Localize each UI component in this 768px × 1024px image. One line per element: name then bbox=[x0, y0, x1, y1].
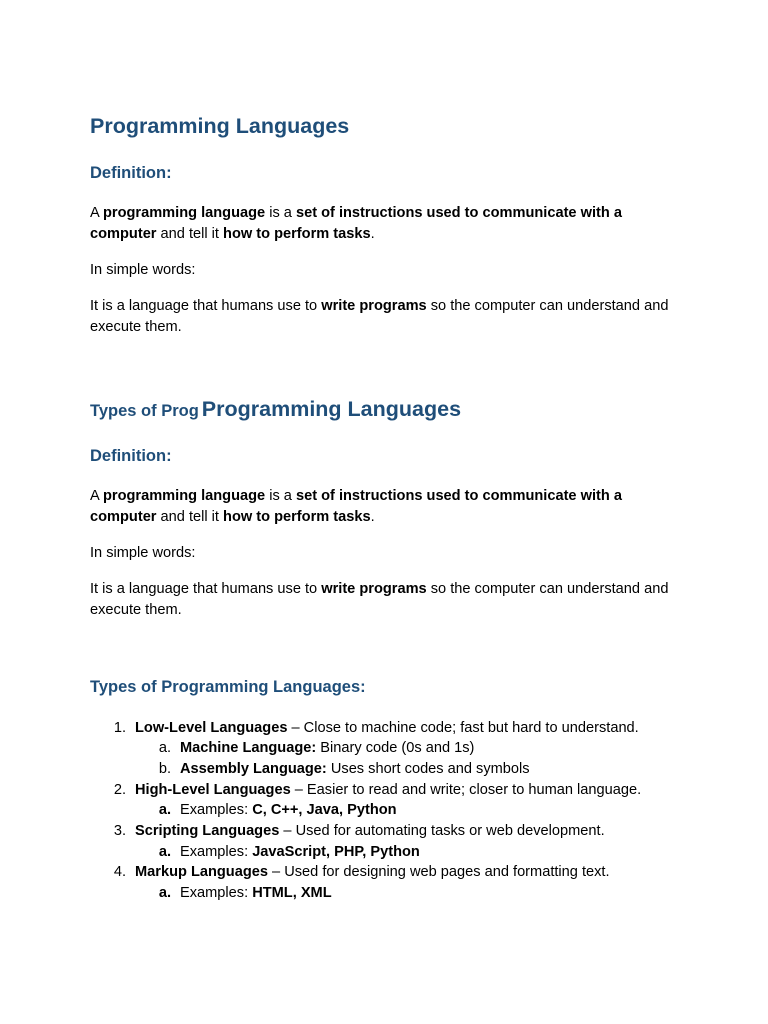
types-heading: Types of Programming Languages: bbox=[90, 678, 366, 696]
simple-words-label-2: In simple words: bbox=[90, 545, 196, 561]
definition-heading-2: Definition: bbox=[90, 447, 172, 465]
definition-paragraph-2: A programming language is a set of instructions used to communicate with a computer and tell it how to perform tasks. bbox=[90, 488, 622, 525]
explanation-paragraph: It is a language that humans use to write programs so the computer can understand and execute them. bbox=[90, 298, 669, 335]
section-heading-title: Programming Languages bbox=[201, 397, 462, 421]
page-title: Programming Languages bbox=[90, 114, 350, 138]
simple-words-label: In simple words: bbox=[90, 262, 196, 278]
section-heading-prefix: Types of Prog bbox=[90, 402, 199, 420]
explanation-paragraph-2: It is a language that humans use to write programs so the computer can understand and execute them. bbox=[90, 581, 669, 618]
definition-heading: Definition: bbox=[90, 164, 172, 182]
definition-paragraph: A programming language is a set of instructions used to communicate with a computer and tell it how to perform tasks. bbox=[90, 205, 622, 242]
section-heading-mixed bbox=[90, 399, 461, 421]
